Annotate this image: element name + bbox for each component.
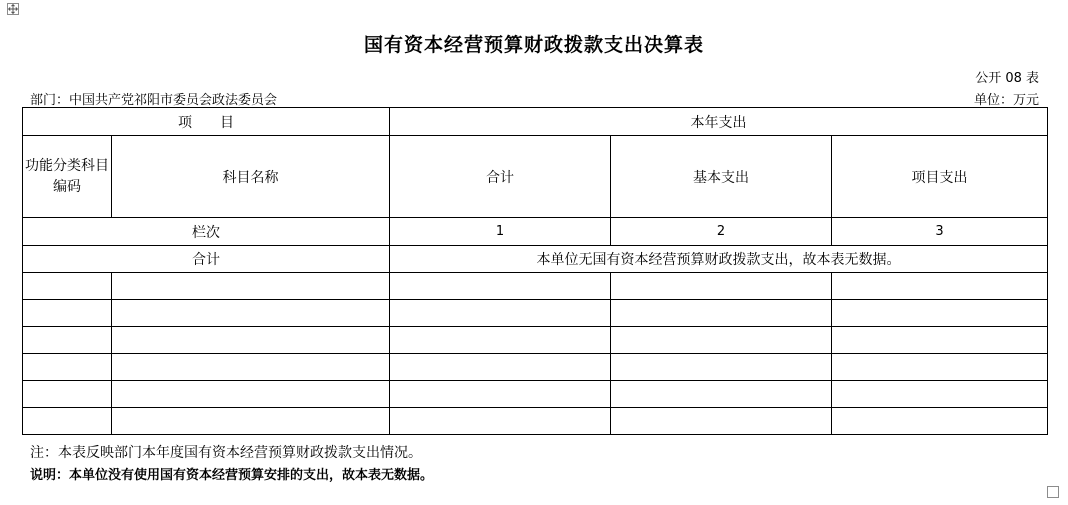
column-index-row bbox=[23, 218, 1048, 246]
table-cell[interactable] bbox=[390, 300, 611, 327]
table-cell[interactable] bbox=[390, 408, 611, 435]
move-arrows-icon bbox=[8, 4, 18, 14]
table-cell[interactable] bbox=[611, 273, 832, 300]
table-cell[interactable] bbox=[112, 273, 390, 300]
table-cell[interactable] bbox=[23, 354, 112, 381]
table-cell[interactable] bbox=[832, 408, 1048, 435]
column-index-2: 2 bbox=[611, 218, 832, 246]
header-item: 项 目 bbox=[23, 108, 390, 136]
no-data-message: 本单位无国有资本经营预算财政拨款支出，故本表无数据。 bbox=[390, 246, 1048, 273]
table-cell[interactable] bbox=[390, 273, 611, 300]
table-cell[interactable] bbox=[112, 381, 390, 408]
header-subject-name: 科目名称 bbox=[112, 136, 390, 218]
table-cell[interactable] bbox=[832, 381, 1048, 408]
table-cell[interactable] bbox=[112, 354, 390, 381]
table-cell[interactable] bbox=[23, 327, 112, 354]
header-row-2 bbox=[23, 136, 1048, 218]
total-label: 合计 bbox=[23, 246, 390, 273]
table-row bbox=[23, 354, 1048, 381]
table-cell[interactable] bbox=[611, 408, 832, 435]
table-cell[interactable] bbox=[611, 327, 832, 354]
table-cell[interactable] bbox=[112, 408, 390, 435]
table-resize-handle[interactable] bbox=[1047, 486, 1059, 498]
table-cell[interactable] bbox=[390, 381, 611, 408]
header-basic-expense: 基本支出 bbox=[611, 136, 832, 218]
header-func-code: 功能分类科目编码 bbox=[23, 136, 112, 218]
table-code: 公开 08 表 bbox=[975, 71, 1039, 86]
footnote: 注：本表反映部门本年度国有资本经营预算财政拨款支出情况。 bbox=[30, 445, 422, 461]
column-index-1: 1 bbox=[390, 218, 611, 246]
table-move-handle[interactable] bbox=[7, 3, 19, 15]
explanation-note: 说明：本单位没有使用国有资本经营预算安排的支出，故本表无数据。 bbox=[30, 468, 434, 483]
expenditure-table bbox=[22, 107, 1048, 435]
table-row bbox=[23, 327, 1048, 354]
table-cell[interactable] bbox=[832, 327, 1048, 354]
table-cell[interactable] bbox=[23, 273, 112, 300]
table-row bbox=[23, 273, 1048, 300]
table-cell[interactable] bbox=[23, 381, 112, 408]
table-cell[interactable] bbox=[23, 408, 112, 435]
table-cell[interactable] bbox=[390, 327, 611, 354]
table-cell[interactable] bbox=[832, 354, 1048, 381]
table-cell[interactable] bbox=[611, 300, 832, 327]
table-row bbox=[23, 381, 1048, 408]
table-cell[interactable] bbox=[611, 354, 832, 381]
total-row bbox=[23, 246, 1048, 273]
table-cell[interactable] bbox=[23, 300, 112, 327]
header-current-year-expense: 本年支出 bbox=[390, 108, 1048, 136]
table-cell[interactable] bbox=[112, 327, 390, 354]
column-index-label: 栏次 bbox=[23, 218, 390, 246]
table-cell[interactable] bbox=[112, 300, 390, 327]
header-project-expense: 项目支出 bbox=[832, 136, 1048, 218]
table-cell[interactable] bbox=[832, 273, 1048, 300]
table-row bbox=[23, 300, 1048, 327]
table-cell[interactable] bbox=[611, 381, 832, 408]
table-cell[interactable] bbox=[832, 300, 1048, 327]
column-index-3: 3 bbox=[832, 218, 1048, 246]
unit-label: 单位：万元 bbox=[973, 93, 1039, 108]
header-row-1 bbox=[23, 108, 1048, 136]
document-title: 国有资本经营预算财政拨款支出决算表 bbox=[363, 34, 704, 56]
table-cell[interactable] bbox=[390, 354, 611, 381]
department-label: 部门：中国共产党祁阳市委员会政法委员会 bbox=[30, 93, 278, 108]
table-row bbox=[23, 408, 1048, 435]
header-total: 合计 bbox=[390, 136, 611, 218]
